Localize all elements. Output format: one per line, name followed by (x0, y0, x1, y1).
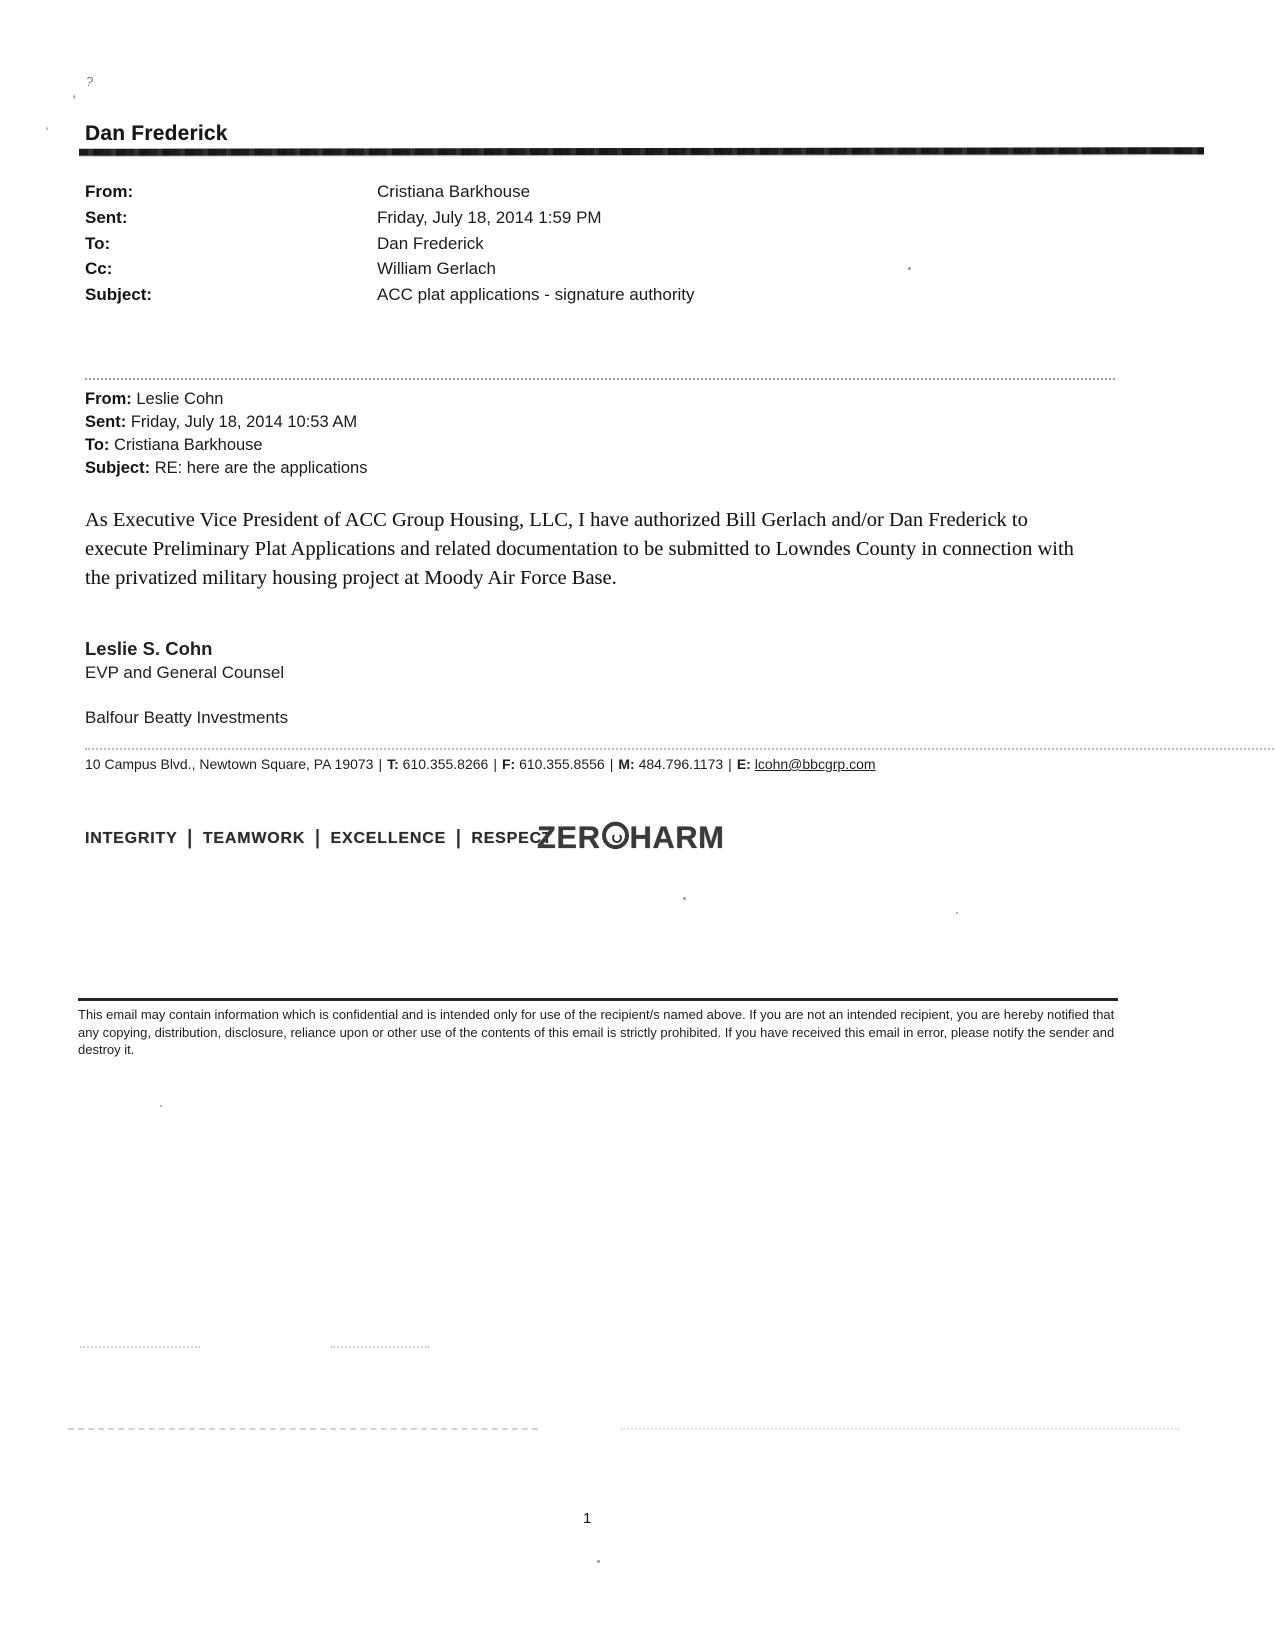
header-row-cc (85, 259, 1185, 279)
forwarded-value-subject: RE: here are the applications (154, 459, 368, 477)
forwarded-row-subject (85, 459, 367, 478)
contact-address: 10 Campus Blvd., Newtown Square, PA 19073 (85, 756, 374, 772)
contact-mobile: 484.796.1173 (638, 756, 724, 772)
forwarded-divider (85, 378, 1115, 380)
scan-faint-line (330, 1346, 430, 1348)
contact-mobile-label: M: (618, 756, 635, 772)
header-row-from (85, 182, 1185, 202)
value-integrity: INTEGRITY (85, 830, 178, 847)
value-respect: RESPECT (471, 830, 553, 847)
contact-separator: | (609, 756, 614, 772)
forwarded-row-to (85, 436, 263, 455)
forwarded-value-from: Leslie Cohn (136, 390, 224, 408)
zero-harm-text-suffix: HARM (629, 819, 725, 856)
header-row-subject (85, 285, 1185, 305)
scan-speck (956, 912, 958, 914)
value-excellence: EXCELLENCE (330, 830, 447, 847)
header-label-to: To: (85, 234, 111, 253)
value-teamwork: TEAMWORK (202, 830, 306, 847)
contact-phone-label: T: (387, 756, 399, 772)
zero-harm-text-prefix: ZER (537, 819, 601, 856)
signature-title: EVP and General Counsel (85, 663, 285, 682)
header-value-to: Dan Frederick (377, 234, 484, 253)
forwarded-row-sent (85, 413, 357, 432)
header-label-from: From: (85, 182, 134, 201)
contact-fax: 610.355.8556 (519, 756, 605, 772)
header-row-to (85, 234, 1185, 254)
header-label-subject: Subject: (85, 285, 153, 304)
page-title: Dan Frederick (85, 122, 228, 145)
header-value-sent: Friday, July 18, 2014 1:59 PM (377, 208, 602, 227)
scan-faint-line (68, 1428, 538, 1430)
zero-harm-o-icon (602, 822, 629, 850)
zero-harm-logo (537, 820, 725, 857)
forwarded-value-to: Cristiana Barkhouse (114, 436, 263, 454)
contact-email-label: E: (736, 756, 751, 772)
scan-speck (597, 1560, 600, 1563)
scan-artifact-tick: ' (46, 125, 49, 139)
email-body-paragraph: As Executive Vice President of ACC Group Housing, LLC, I have authorized Bill Gerlach and/or Dan Frederick to execute Preliminary Plat Applications and related documentation to be submitted to Lowndes County in connection with the privatized military housing project at Moody Air Force Base. (85, 509, 1074, 589)
forwarded-label-sent: Sent: (85, 413, 127, 431)
contact-divider (85, 748, 1275, 750)
contact-separator: | (493, 756, 497, 772)
disclaimer-text: This email may contain information which is confidential and is intended only for use of the recipient/s named above. If you are not an intended recipient, you are hereby notified that any copying, distribution, disclosure, reliance upon or other use of the contents of this email is strictly prohibited. If you have received this email in error, please notify the sender and destroy it. (78, 1007, 1115, 1057)
scan-speck (160, 1105, 162, 1107)
signature-name: Leslie S. Cohn (85, 638, 213, 659)
header-value-cc: William Gerlach (377, 259, 497, 278)
contact-fax-label: F: (501, 756, 516, 772)
header-value-subject: ACC plat applications - signature authority (377, 285, 695, 304)
forwarded-label-from: From: (85, 390, 132, 408)
values-separator: | (456, 827, 462, 849)
scan-artifact-mark: ? (84, 73, 95, 90)
header-row-sent (85, 208, 1185, 228)
header-label-cc: Cc: (85, 259, 113, 278)
header-label-sent: Sent: (85, 208, 128, 227)
contact-separator: | (728, 756, 732, 772)
scan-faint-line (80, 1346, 200, 1348)
title-divider (79, 147, 1204, 156)
disclaimer-divider (78, 998, 1118, 1001)
forwarded-value-sent: Friday, July 18, 2014 10:53 AM (130, 413, 358, 431)
signature-company: Balfour Beatty Investments (85, 708, 289, 727)
page-number: 1 (583, 1510, 592, 1527)
values-separator: | (187, 827, 193, 849)
contact-line (85, 756, 876, 772)
values-separator: | (315, 827, 321, 849)
contact-phone: 610.355.8266 (402, 756, 489, 772)
company-values-banner (85, 827, 553, 849)
contact-separator: | (378, 756, 383, 772)
header-value-from: Cristiana Barkhouse (377, 182, 531, 201)
scan-speck (683, 897, 686, 900)
scan-faint-line (620, 1428, 1180, 1430)
forwarded-label-subject: Subject: (85, 459, 151, 477)
forwarded-label-to: To: (85, 436, 110, 454)
forwarded-row-from (85, 390, 223, 409)
contact-email-link: lcohn@bbcgrp.com (754, 756, 876, 772)
scan-artifact-comma: , (72, 84, 77, 101)
